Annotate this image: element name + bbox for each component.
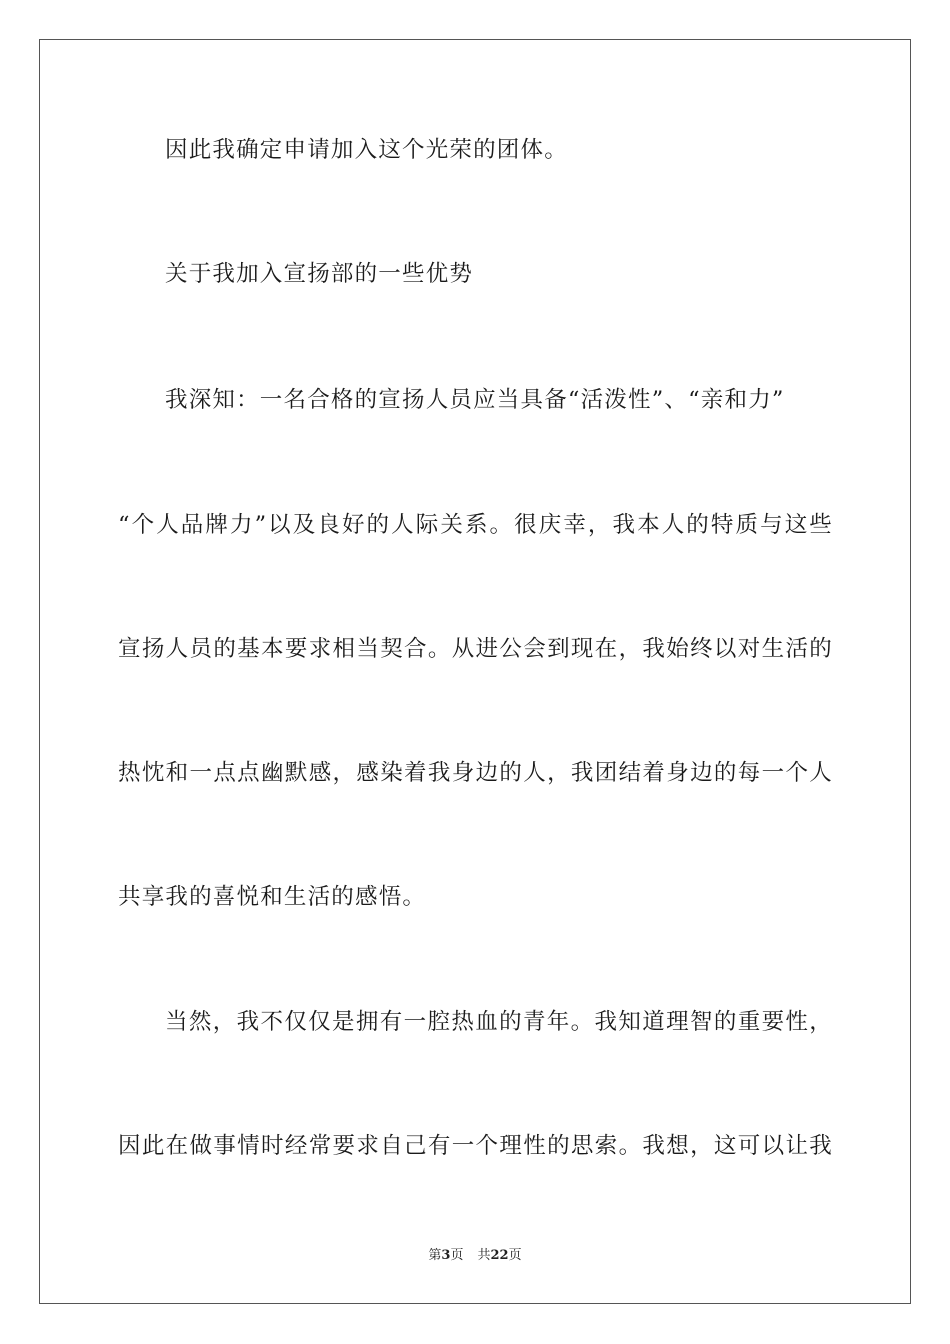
footer-page-number: 3 bbox=[441, 1248, 451, 1263]
paragraph-line-7: 共享我的喜悦和生活的感悟。 bbox=[118, 884, 427, 910]
paragraph-line-6: 热忱和一点点幽默感，感染着我身边的人，我团结着身边的每一个人 bbox=[118, 760, 833, 786]
paragraph-line-9: 因此在做事情时经常要求自己有一个理性的思索。我想，这可以让我 bbox=[118, 1133, 833, 1159]
paragraph-line-8: 当然，我不仅仅是拥有一腔热血的青年。我知道理智的重要性， bbox=[165, 1009, 833, 1035]
footer-total-prefix: 共 bbox=[477, 1248, 491, 1263]
page-border bbox=[39, 39, 911, 1304]
footer-page-prefix: 第 bbox=[428, 1248, 442, 1263]
page-footer bbox=[0, 1247, 950, 1265]
paragraph-line-1: 因此我确定申请加入这个光荣的团体。 bbox=[165, 137, 568, 163]
paragraph-line-4: “个人品牌力”以及良好的人际关系。很庆幸，我本人的特质与这些 bbox=[118, 512, 833, 538]
footer-page-suffix: 页 bbox=[450, 1248, 464, 1263]
paragraph-heading: 关于我加入宣扬部的一些优势 bbox=[165, 261, 474, 287]
paragraph-line-3: 我深知：一名合格的宣扬人员应当具备“活泼性”、“亲和力” bbox=[165, 387, 785, 413]
footer-total-pages: 22 bbox=[490, 1248, 509, 1263]
footer-total-suffix: 页 bbox=[508, 1248, 522, 1263]
paragraph-line-5: 宣扬人员的基本要求相当契合。从进公会到现在，我始终以对生活的 bbox=[118, 636, 833, 662]
